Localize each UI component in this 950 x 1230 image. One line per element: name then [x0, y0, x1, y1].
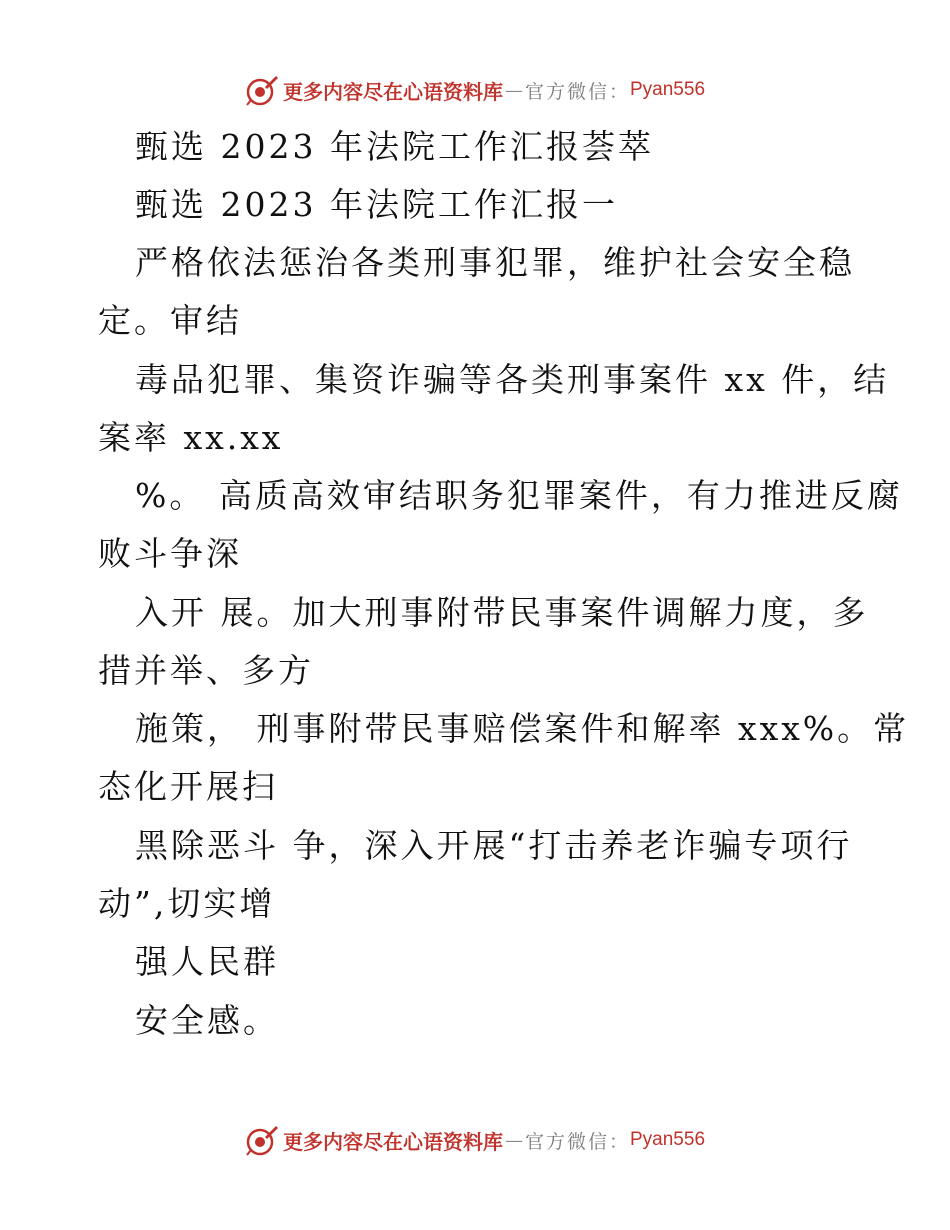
- document-title: 甄选 2023 年法院工作汇报荟萃: [135, 127, 654, 166]
- watermark-wechat-label: 官方微信：: [524, 1130, 630, 1153]
- paragraph-line: %。 高质高效审结职务犯罪案件，有力推进反腐: [135, 476, 903, 515]
- paragraph-line: 态化开展扫: [98, 767, 278, 806]
- paragraph-line: 败斗争深: [98, 534, 242, 573]
- paragraph-line: 黑除恶斗 争，深入开展“打击养老诈骗专项行: [135, 826, 853, 865]
- watermark-main-text: 更多内容尽在心语资料库: [282, 79, 503, 104]
- watermark-wechat-id: Pyan556: [630, 79, 706, 100]
- document-subtitle: 甄选 2023 年法院工作汇报一: [135, 185, 618, 224]
- paragraph-line: 强人民群: [135, 942, 279, 981]
- paragraph-line: 入开 展。加大刑事附带民事案件调解力度，多: [135, 593, 869, 632]
- pen-seal-icon: [245, 1123, 279, 1157]
- paragraph-line: 动”,切实增: [98, 884, 276, 923]
- watermark-separator: —: [504, 1129, 523, 1151]
- pen-seal-icon: [245, 73, 279, 107]
- paragraph-line: 毒品犯罪、集资诈骗等各类刑事案件 xx 件，结: [135, 360, 890, 399]
- paragraph-line: 案率 xx.xx: [98, 418, 284, 457]
- paragraph-line: 施策， 刑事附带民事赔偿案件和解率 xxx%。常: [135, 709, 910, 748]
- watermark-wechat-label: 官方微信：: [524, 80, 630, 103]
- paragraph-line: 安全感。: [135, 1001, 279, 1040]
- watermark-wechat-id: Pyan556: [630, 1129, 706, 1150]
- paragraph-line: 措并举、多方: [98, 651, 314, 690]
- watermark-main-text: 更多内容尽在心语资料库: [282, 1129, 503, 1154]
- paragraph-line: 定。审结: [98, 301, 242, 340]
- watermark-separator: —: [504, 79, 523, 101]
- footer-watermark: [0, 1120, 950, 1160]
- paragraph-line: 严格依法惩治各类刑事犯罪，维护社会安全稳: [135, 243, 855, 282]
- header-watermark: [0, 70, 950, 110]
